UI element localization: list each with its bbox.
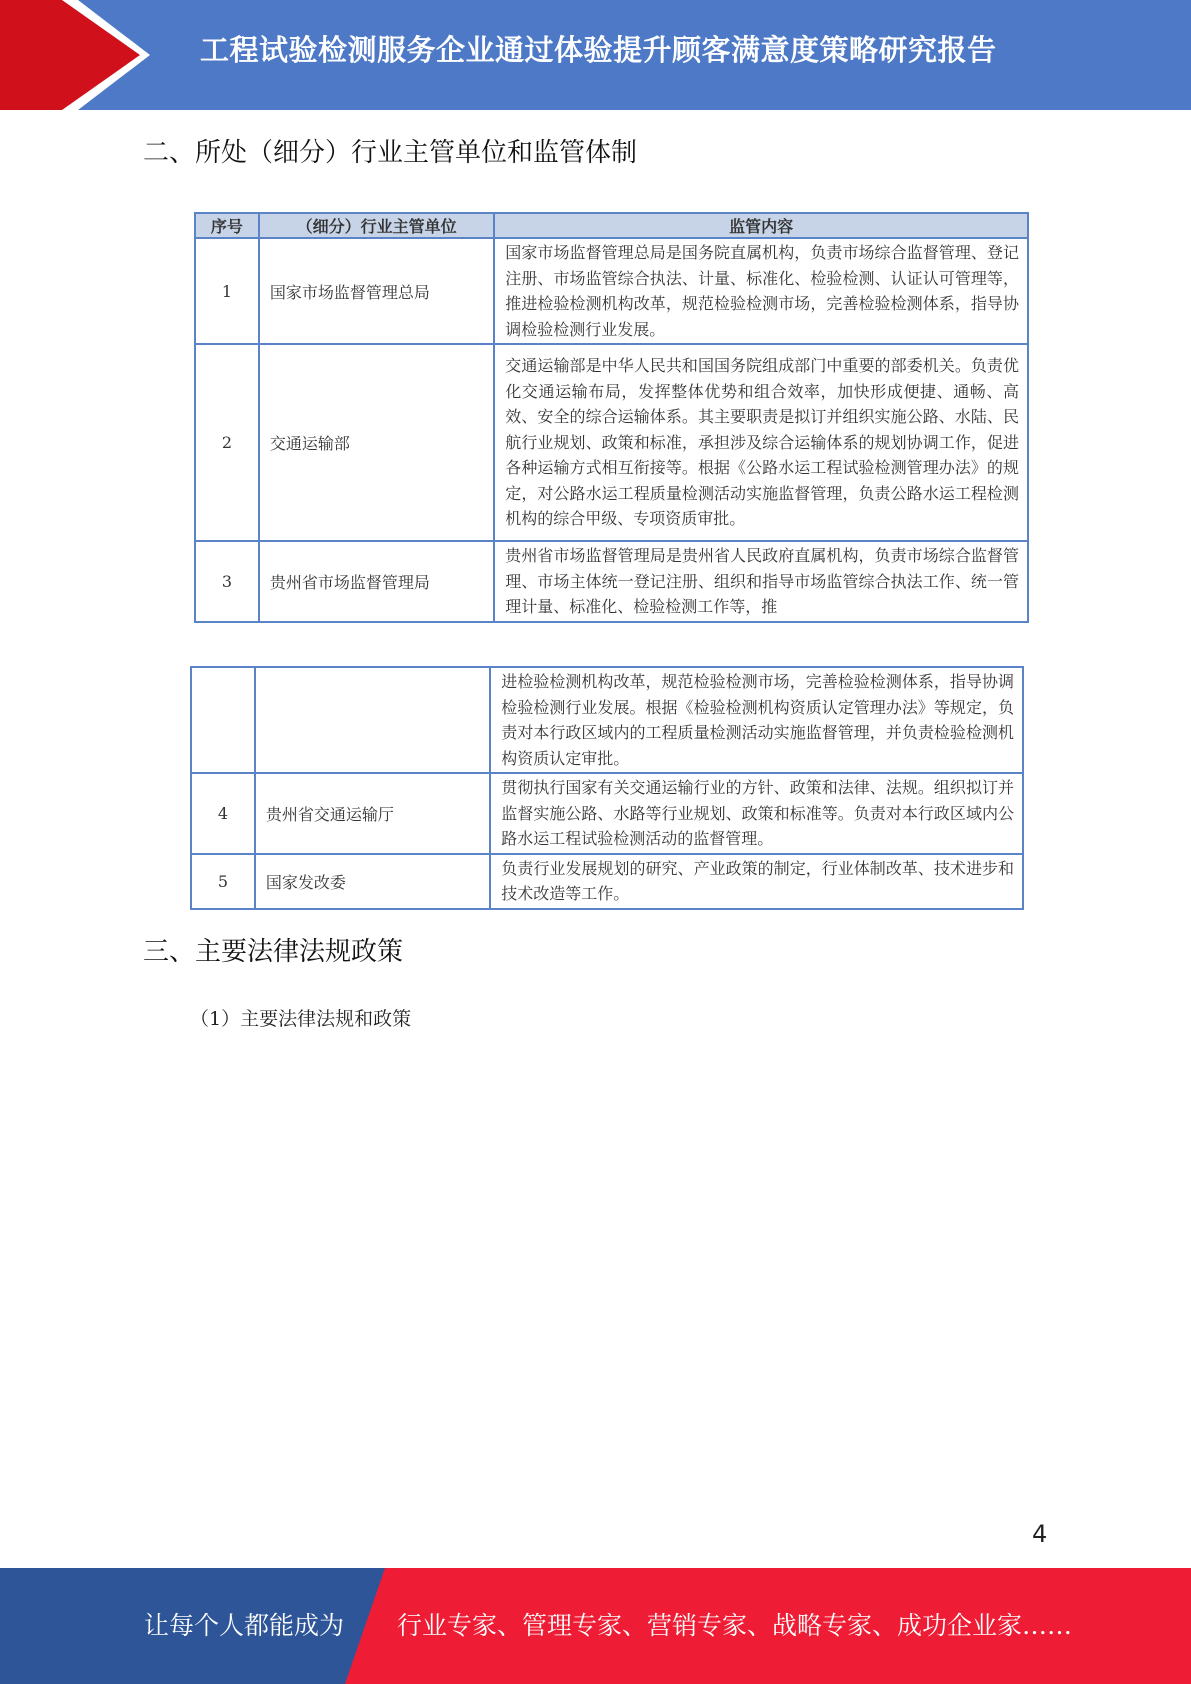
header-content: 监管内容: [494, 213, 1028, 238]
regulator-table-part-2: [190, 666, 1024, 910]
section-2-title: 二、所处（细分）行业主管单位和监管体制: [143, 138, 638, 168]
row-unit: 贵州省市场监督管理局: [259, 541, 494, 622]
section-3-subtitle: （1）主要法律法规和政策: [190, 1008, 412, 1030]
section-3-title: 三、主要法律法规政策: [143, 937, 404, 967]
table-row: [191, 773, 1023, 854]
row-number: [191, 667, 255, 773]
row-number: 1: [195, 238, 259, 344]
report-title: 工程试验检测服务企业通过体验提升顾客满意度策略研究报告: [200, 33, 997, 67]
row-unit: 国家发改委: [255, 854, 490, 909]
header-unit: （细分）行业主管单位: [259, 213, 494, 238]
header-banner: [0, 0, 1191, 110]
row-number: 2: [195, 344, 259, 541]
red-chevron-decoration: [0, 0, 160, 110]
row-content: 贵州省市场监督管理局是贵州省人民政府直属机构，负责市场综合监督管理、市场主体统一登记注册、组织和指导市场监管综合执法工作、统一管理计量、标准化、检验检测工作等，推: [494, 541, 1028, 622]
regulator-table-part-1: [194, 212, 1029, 623]
table-row: [195, 541, 1028, 622]
row-unit: [255, 667, 490, 773]
row-content: 交通运输部是中华人民共和国国务院组成部门中重要的部委机关。负责优化交通运输布局，发挥整体优势和组合效率，加快形成便捷、通畅、高效、安全的综合运输体系。其主要职责是拟订并组织实施公路、水陆、民航行业规划、政策和标准，承担涉及综合运输体系的规划协调工作，促进各种运输方式相互衔接等。根据《公路水运工程试验检测管理办法》的规定，对公路水运工程质量检测活动实施监督管理，负责公路水运工程检测机构的综合甲级、专项资质审批。: [494, 344, 1028, 541]
table-row: [195, 238, 1028, 344]
footer-banner: [0, 1568, 1191, 1684]
table-row: [195, 344, 1028, 541]
table-row: [191, 854, 1023, 909]
page-number: 4: [1032, 1520, 1048, 1548]
row-content: 国家市场监督管理总局是国务院直属机构，负责市场综合监督管理、登记注册、市场监管综合执法、计量、标准化、检验检测、认证认可管理等，推进检验检测机构改革，规范检验检测市场，完善检验检测体系，指导协调检验检测行业发展。: [494, 238, 1028, 344]
row-number: 5: [191, 854, 255, 909]
table-row: [191, 667, 1023, 773]
row-content: 贯彻执行国家有关交通运输行业的方针、政策和法律、法规。组织拟订并监督实施公路、水路等行业规划、政策和标准等。负责对本行政区域内公路水运工程试验检测活动的监督管理。: [490, 773, 1023, 854]
table-header-row: [195, 213, 1028, 238]
row-unit: 贵州省交通运输厅: [255, 773, 490, 854]
footer-slogan-right: 行业专家、管理专家、营销专家、战略专家、成功企业家……: [397, 1611, 1073, 1640]
row-number: 4: [191, 773, 255, 854]
row-number: 3: [195, 541, 259, 622]
footer-slogan-left: 让每个人都能成为: [144, 1611, 345, 1640]
row-unit: 国家市场监督管理总局: [259, 238, 494, 344]
header-number: 序号: [195, 213, 259, 238]
row-content: 进检验检测机构改革，规范检验检测市场，完善检验检测体系，指导协调检验检测行业发展。根据《检验检测机构资质认定管理办法》等规定，负责对本行政区域内的工程质量检测活动实施监督管理，并负责检验检测机构资质认定审批。: [490, 667, 1023, 773]
row-unit: 交通运输部: [259, 344, 494, 541]
row-content: 负责行业发展规划的研究、产业政策的制定，行业体制改革、技术进步和技术改造等工作。: [490, 854, 1023, 909]
